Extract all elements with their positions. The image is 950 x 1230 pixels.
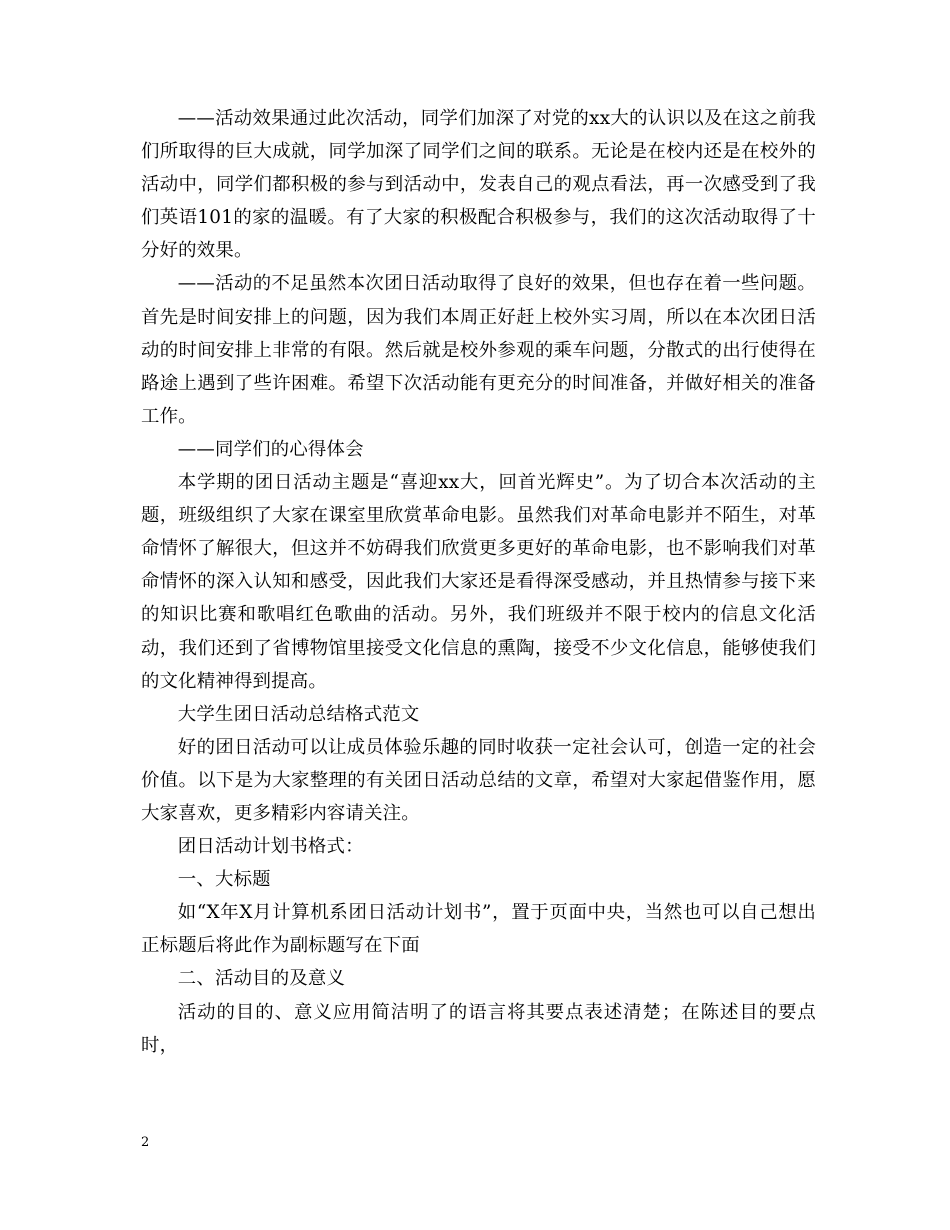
paragraph-activity-shortcomings: ——活动的不足虽然本次团日活动取得了良好的效果，但也存在着一些问题。首先是时间安排上的问题，因为我们本周正好赶上校外实习周，所以在本次团日活动的时间安排上非常的有限。然后就是校外参观的乘车问题，分散式的出行使得在路途上遇到了些许困难。希望下次活动能有更充分的时间准备，并做好相关的准备工作。 xyxy=(141,273,816,427)
paragraph-title-example: 如“X年X月计算机系团日活动计划书”，置于页面中央，当然也可以自己想出正标题后将此作为副标题写在下面 xyxy=(141,902,816,957)
heading-main-title: 一、大标题 xyxy=(177,869,271,891)
paragraph-intro: 好的团日活动可以让成员体验乐趣的同时收获一定社会认可，创造一定的社会价值。以下是为大家整理的有关团日活动总结的文章，希望对大家起借鉴作用，愿大家喜欢，更多精彩内容请关注。 xyxy=(141,736,816,824)
section-title: 大学生团日活动总结格式范文 xyxy=(177,703,420,725)
heading-purpose: 二、活动目的及意义 xyxy=(177,968,346,990)
paragraph-purpose: 活动的目的、意义应用简洁明了的语言将其要点表述清楚；在陈述目的要点时， xyxy=(141,1001,816,1056)
document-body xyxy=(141,102,816,1062)
paragraph-activity-effect: ——活动效果通过此次活动，同学们加深了对党的xx大的认识以及在这之前我们所取得的巨大成就，同学加深了同学们之间的联系。无论是在校内还是在校外的活动中，同学们都积极的参与到活动中，发表自己的观点看法，再一次感受到了我们英语101的家的温暖。有了大家的积极配合积极参与，我们的这次活动取得了十分好的效果。 xyxy=(141,108,816,262)
page-number: 2 xyxy=(141,1135,150,1150)
paragraph-experience: 本学期的团日活动主题是“喜迎xx大，回首光辉史”。为了切合本次活动的主题，班级组织了大家在课室里欣赏革命电影。虽然我们对革命电影并不陌生，对革命情怀了解很大，但这并不妨碍我们欣赏更多更好的革命电影，也不影响我们对革命情怀的深入认知和感受，因此我们大家还是看得深受感动，并且热情参与接下来的知识比赛和歌唱红色歌曲的活动。另外，我们班级并不限于校内的信息文化活动，我们还到了省博物馆里接受文化信息的熏陶，接受不少文化信息，能够使我们的文化精神得到提高。 xyxy=(141,472,816,692)
paragraph-heading-experience: ——同学们的心得体会 xyxy=(177,438,364,460)
paragraph-plan-format: 团日活动计划书格式： xyxy=(177,836,364,858)
